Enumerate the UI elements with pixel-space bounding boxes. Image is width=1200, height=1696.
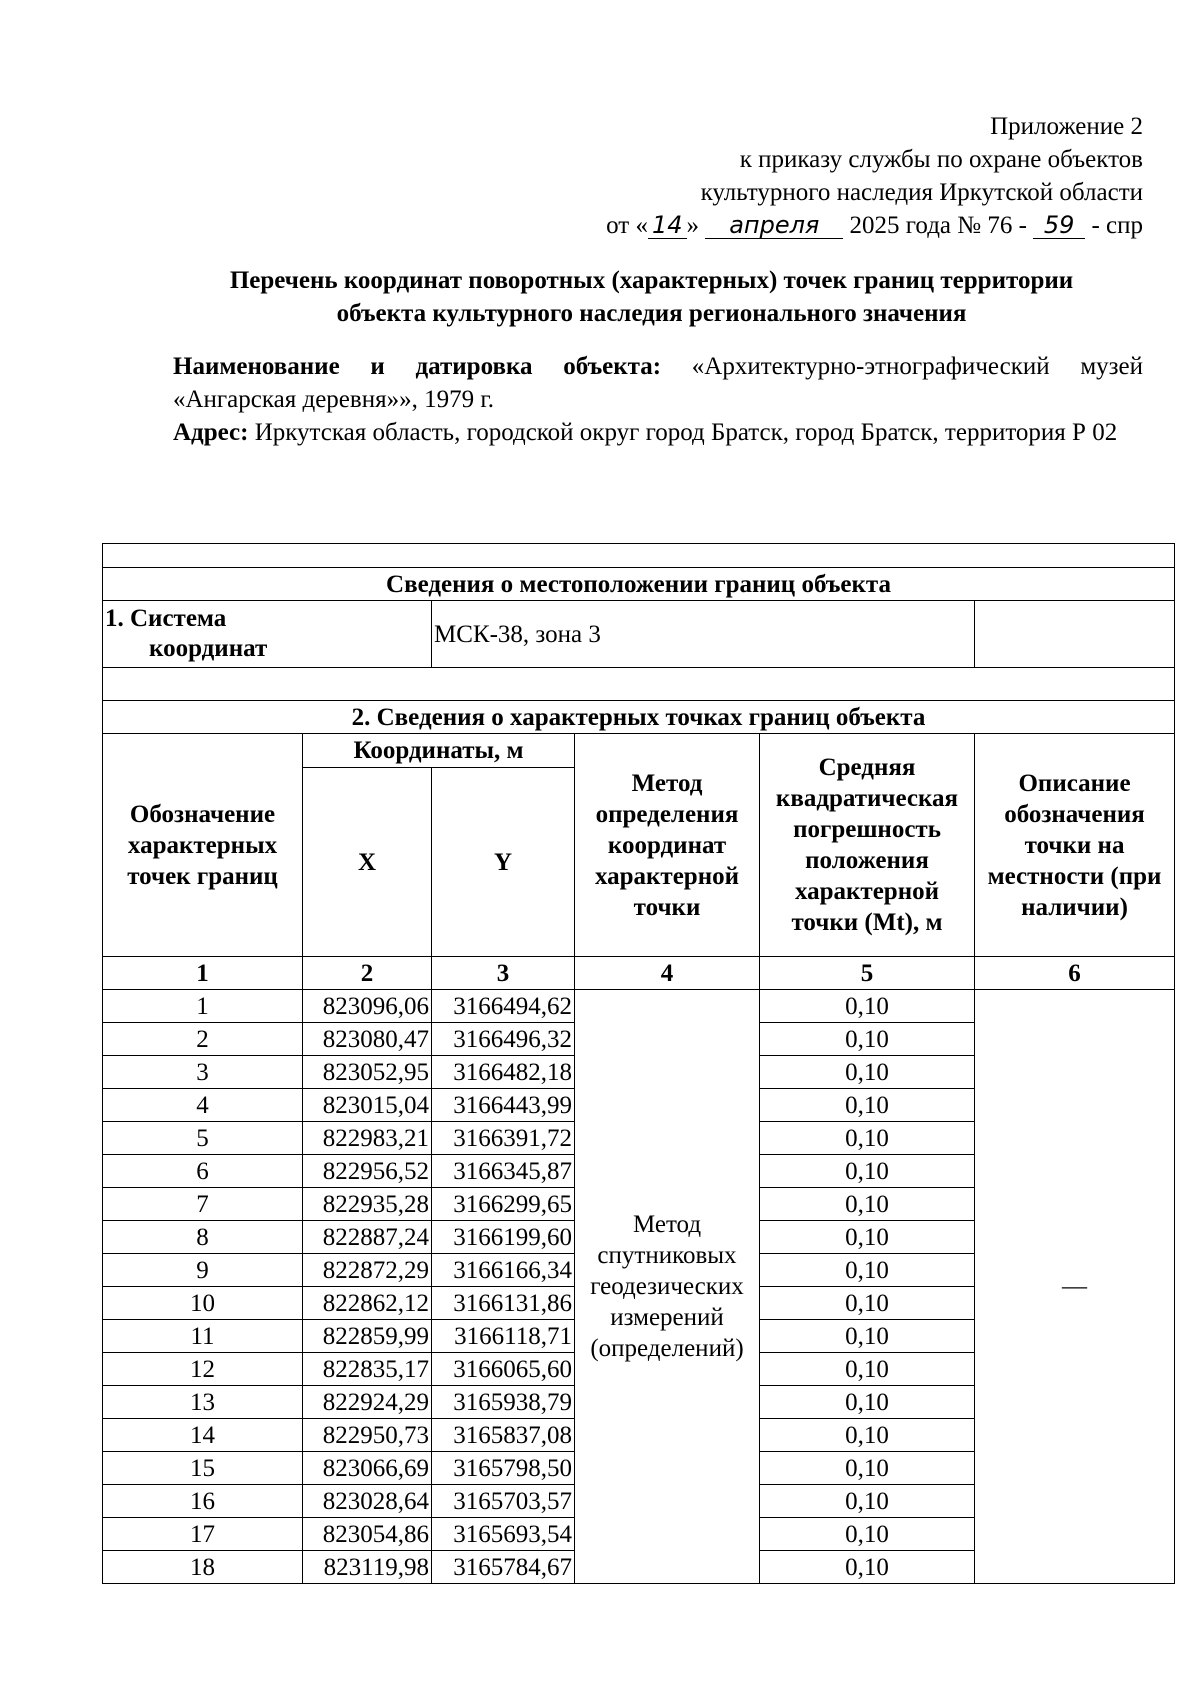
col-number-6: 6 (975, 957, 1175, 990)
point-error: 0,10 (760, 1023, 975, 1056)
point-y: 3166065,60 (432, 1353, 575, 1386)
title-line-2: объекта культурного наследия регионального значения (336, 300, 967, 327)
object-name (173, 350, 1143, 416)
point-y: 3166199,60 (432, 1221, 575, 1254)
point-error: 0,10 (760, 1221, 975, 1254)
handwritten-month: апреля (705, 212, 843, 239)
object-name-value: «Архитектурно-этнографический музей «Ангарская деревня»», 1979 г. (173, 353, 1143, 413)
table-empty-row-top (103, 544, 1175, 568)
point-x: 822872,29 (303, 1254, 432, 1287)
point-error: 0,10 (760, 1353, 975, 1386)
document-header (606, 110, 1143, 242)
point-error: 0,10 (760, 1254, 975, 1287)
point-y: 3165938,79 (432, 1386, 575, 1419)
point-y: 3165784,67 (432, 1551, 575, 1584)
point-x: 822956,52 (303, 1155, 432, 1188)
col-header-method: Метод определения координат характерной точки (575, 734, 760, 957)
point-number: 7 (103, 1188, 303, 1221)
point-x: 823052,95 (303, 1056, 432, 1089)
point-x: 822835,17 (303, 1353, 432, 1386)
point-y: 3166118,71 (432, 1320, 575, 1353)
point-error: 0,10 (760, 1320, 975, 1353)
point-x: 823096,06 (303, 990, 432, 1023)
point-error: 0,10 (760, 1155, 975, 1188)
point-error: 0,10 (760, 1551, 975, 1584)
section1-title: Сведения о местоположении границ объекта (103, 568, 1175, 601)
col-number-5: 5 (760, 957, 975, 990)
section2-row (103, 701, 1175, 734)
point-x: 822950,73 (303, 1419, 432, 1452)
coordinate-system-value: МСК-38, зона 3 (432, 601, 975, 668)
point-number: 16 (103, 1485, 303, 1518)
document-title (160, 264, 1143, 330)
point-number: 6 (103, 1155, 303, 1188)
object-info (173, 350, 1143, 449)
object-name-label: Наименование и датировка объекта: (173, 353, 662, 380)
point-x: 823066,69 (303, 1452, 432, 1485)
point-x: 822887,24 (303, 1221, 432, 1254)
header-line-3: культурного наследия Иркутской области (700, 179, 1143, 206)
point-y: 3165837,08 (432, 1419, 575, 1452)
point-error: 0,10 (760, 1188, 975, 1221)
coordinate-system-label-line1: 1. Система (105, 605, 227, 632)
point-number: 4 (103, 1089, 303, 1122)
col-header-error: Средняя квадратическая погрешность положения характерной точки (Mt), м (760, 734, 975, 957)
date-mid: » (686, 212, 700, 239)
coordinate-system-empty-cell (975, 601, 1175, 668)
point-number: 5 (103, 1122, 303, 1155)
point-number: 12 (103, 1353, 303, 1386)
point-error: 0,10 (760, 990, 975, 1023)
table-row (103, 990, 1175, 1023)
point-error: 0,10 (760, 1287, 975, 1320)
header-date-line (606, 209, 1143, 242)
section1-row (103, 568, 1175, 601)
point-x: 822983,21 (303, 1122, 432, 1155)
point-y: 3166496,32 (432, 1023, 575, 1056)
header-line-1: Приложение 2 (990, 113, 1143, 140)
object-address (173, 416, 1143, 449)
point-y: 3166443,99 (432, 1089, 575, 1122)
coordinate-system-label-line2: координат (149, 635, 268, 662)
point-error: 0,10 (760, 1056, 975, 1089)
point-x: 822935,28 (303, 1188, 432, 1221)
point-error: 0,10 (760, 1419, 975, 1452)
point-y: 3165798,50 (432, 1452, 575, 1485)
point-x: 822924,29 (303, 1386, 432, 1419)
point-y: 3166482,18 (432, 1056, 575, 1089)
coordinates-table (102, 543, 1175, 1584)
point-error: 0,10 (760, 1386, 975, 1419)
point-number: 13 (103, 1386, 303, 1419)
col-number-1: 1 (103, 957, 303, 990)
point-number: 3 (103, 1056, 303, 1089)
point-error: 0,10 (760, 1452, 975, 1485)
coordinate-system-label (103, 601, 432, 668)
object-address-label: Адрес: (173, 419, 249, 446)
col-number-3: 3 (432, 957, 575, 990)
point-number: 18 (103, 1551, 303, 1584)
point-number: 1 (103, 990, 303, 1023)
point-x: 823119,98 (303, 1551, 432, 1584)
point-y: 3166166,34 (432, 1254, 575, 1287)
point-error: 0,10 (760, 1518, 975, 1551)
col-header-description: Описание обозначения точки на местности (при наличии) (975, 734, 1175, 957)
point-error: 0,10 (760, 1122, 975, 1155)
col-header-designation: Обозначение характерных точек границ (103, 734, 303, 957)
col-header-x: X (303, 768, 432, 957)
point-number: 11 (103, 1320, 303, 1353)
point-number: 10 (103, 1287, 303, 1320)
point-number: 15 (103, 1452, 303, 1485)
object-address-value: Иркутская область, городской округ город Братск, город Братск, территория Р 02 (254, 419, 1118, 446)
points-body (103, 990, 1175, 1584)
description-cell: — (975, 990, 1175, 1584)
header-line-2: к приказу службы по охране объектов (739, 146, 1143, 173)
point-number: 9 (103, 1254, 303, 1287)
point-y: 3166494,62 (432, 990, 575, 1023)
col-number-2: 2 (303, 957, 432, 990)
point-number: 17 (103, 1518, 303, 1551)
point-x: 823028,64 (303, 1485, 432, 1518)
column-header-row-1 (103, 734, 1175, 768)
point-y: 3165693,54 (432, 1518, 575, 1551)
year-text: 2025 года № 76 - (849, 212, 1027, 239)
col-number-4: 4 (575, 957, 760, 990)
column-number-row (103, 957, 1175, 990)
coordinate-system-row (103, 601, 1175, 668)
point-error: 0,10 (760, 1485, 975, 1518)
point-x: 822859,99 (303, 1320, 432, 1353)
handwritten-number: 59 (1033, 212, 1085, 239)
point-y: 3166131,86 (432, 1287, 575, 1320)
point-number: 8 (103, 1221, 303, 1254)
point-y: 3166345,87 (432, 1155, 575, 1188)
point-y: 3165703,57 (432, 1485, 575, 1518)
section2-title: 2. Сведения о характерных точках границ объекта (103, 701, 1175, 734)
point-number: 2 (103, 1023, 303, 1056)
handwritten-day: 14 (648, 212, 687, 239)
method-cell: Метод спутниковых геодезических измерений (определений) (575, 990, 760, 1584)
point-x: 823015,04 (303, 1089, 432, 1122)
point-y: 3166299,65 (432, 1188, 575, 1221)
date-prefix: от « (606, 212, 648, 239)
col-header-coords: Координаты, м (303, 734, 575, 768)
point-x: 823054,86 (303, 1518, 432, 1551)
title-line-1: Перечень координат поворотных (характерных) точек границ территории (229, 267, 1074, 294)
col-header-y: Y (432, 768, 575, 957)
point-number: 14 (103, 1419, 303, 1452)
order-suffix: - спр (1091, 212, 1143, 239)
table-empty-row-middle (103, 668, 1175, 701)
point-error: 0,10 (760, 1089, 975, 1122)
point-x: 822862,12 (303, 1287, 432, 1320)
point-y: 3166391,72 (432, 1122, 575, 1155)
point-x: 823080,47 (303, 1023, 432, 1056)
